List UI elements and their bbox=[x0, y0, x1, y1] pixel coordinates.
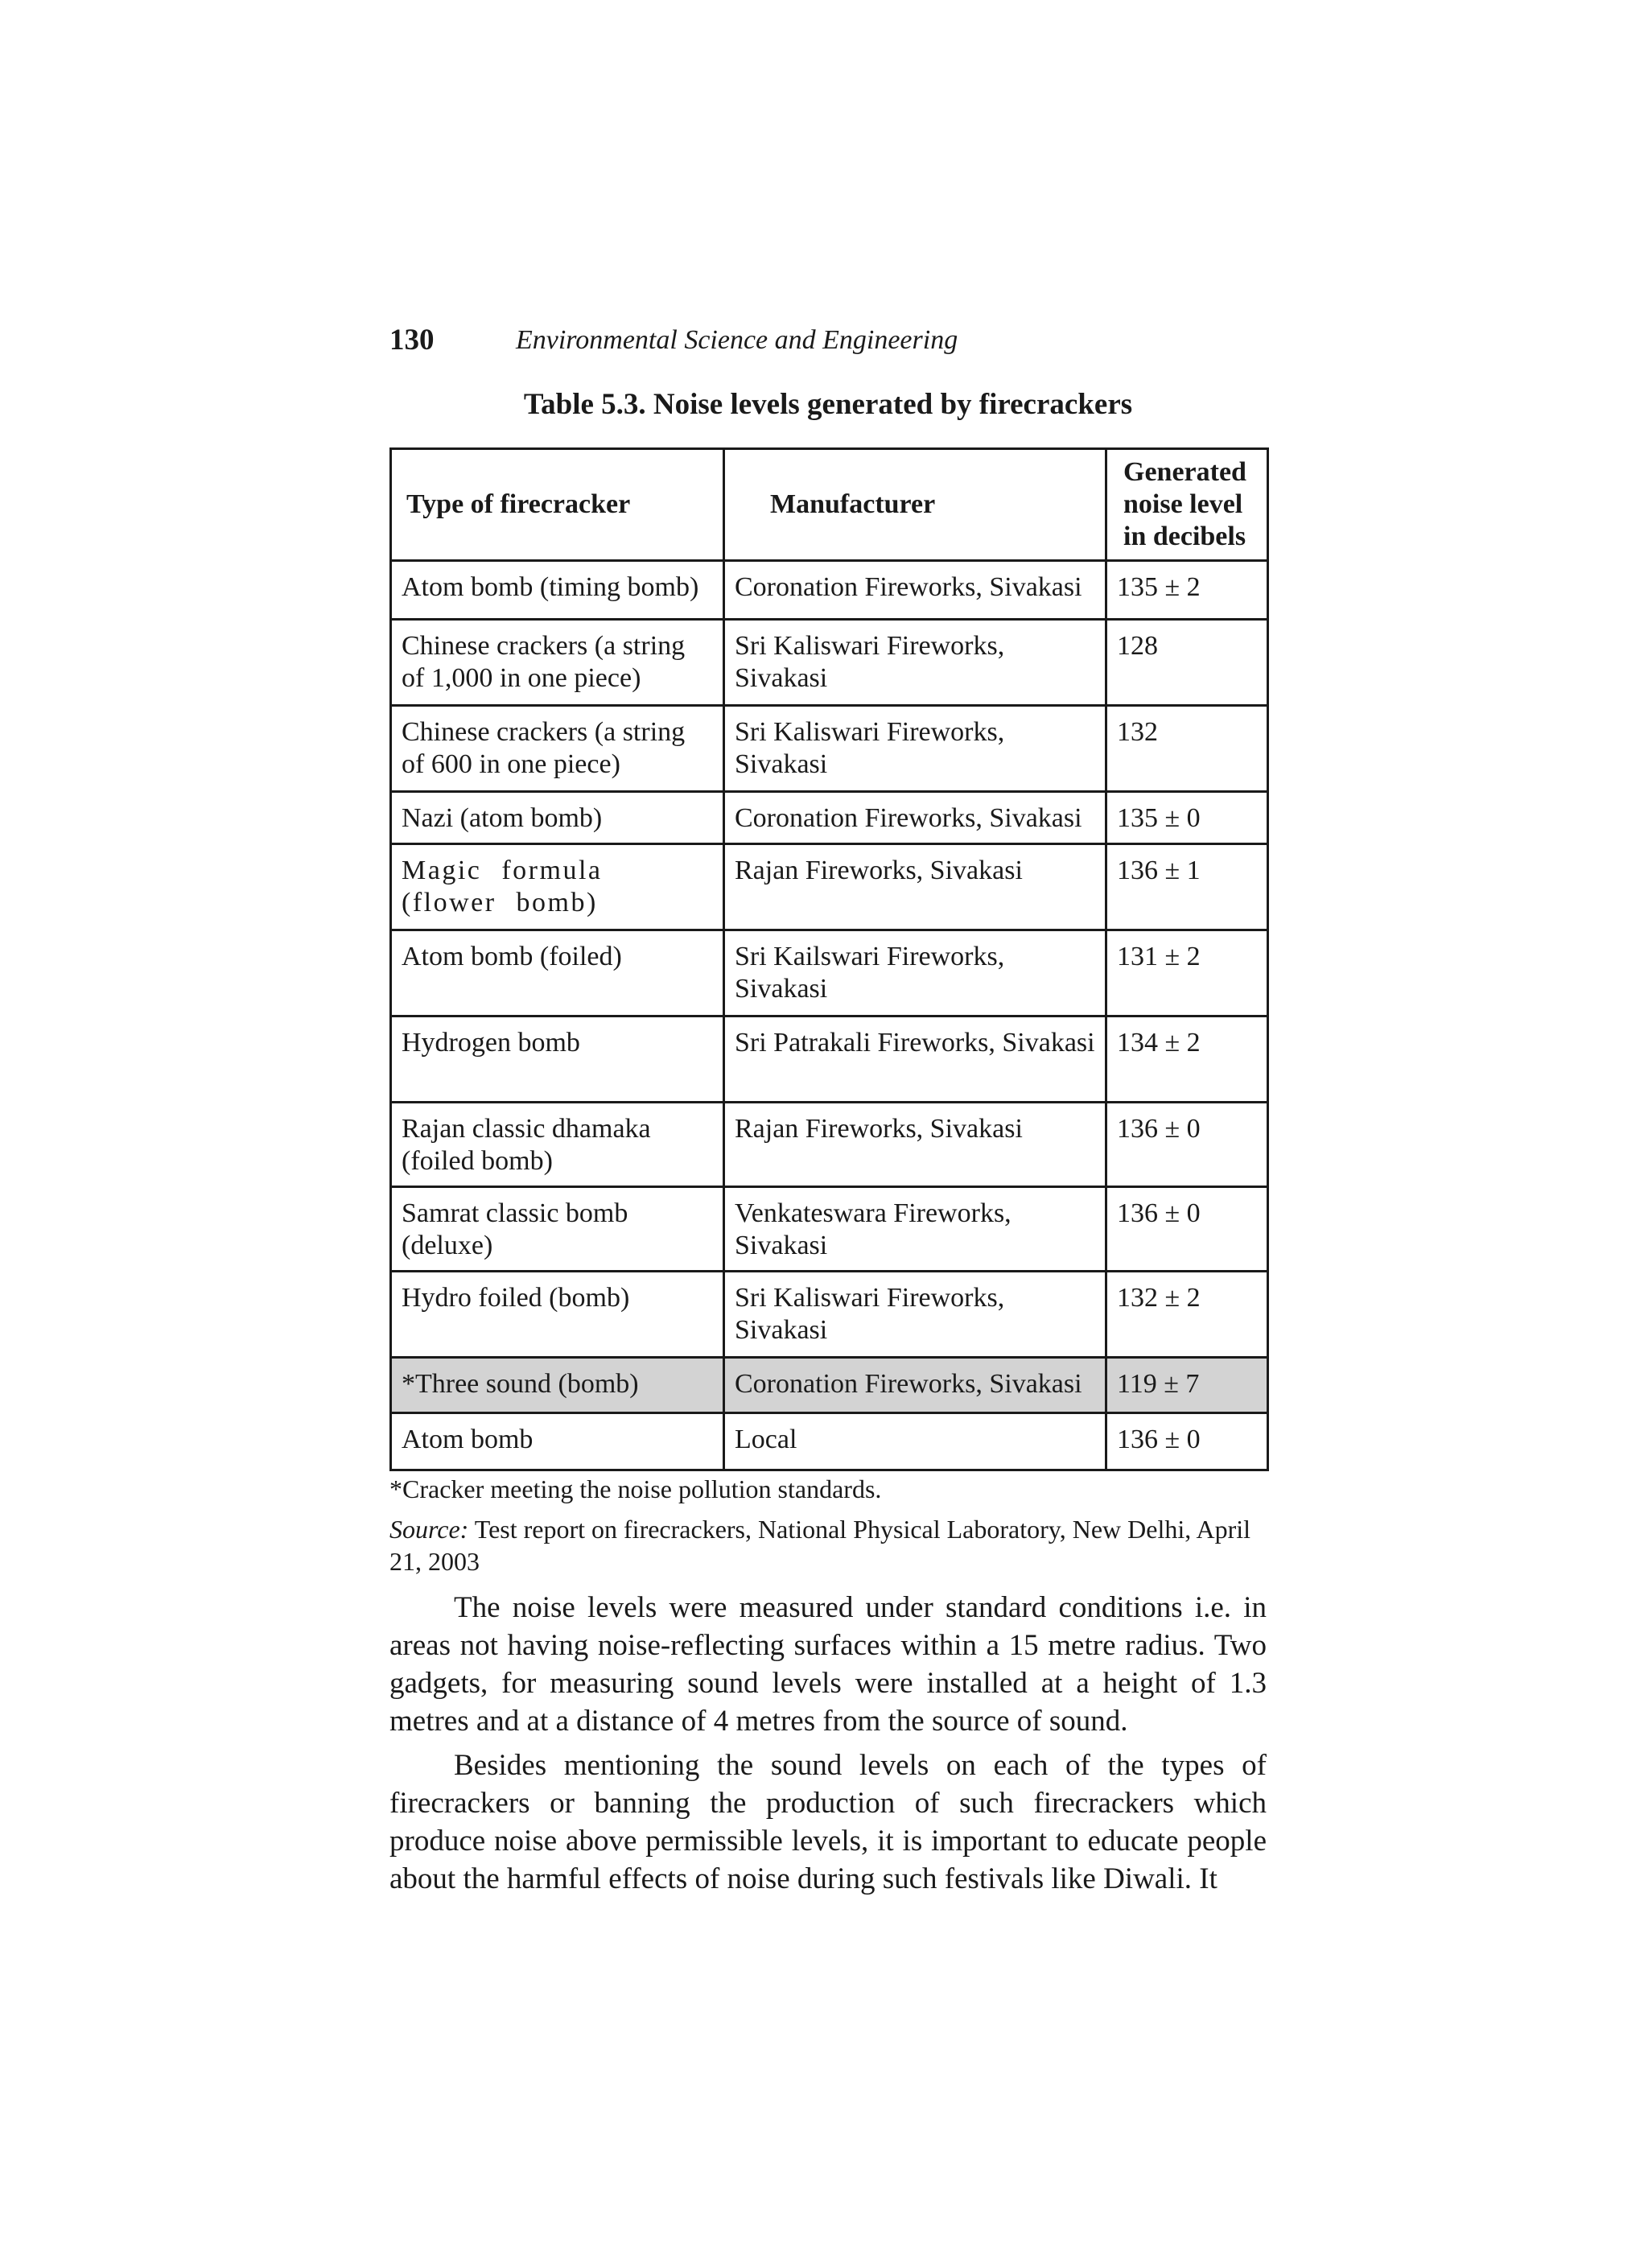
table-row bbox=[391, 1016, 1268, 1103]
table-row bbox=[391, 620, 1268, 706]
cell-type: *Three sound (bomb) bbox=[391, 1358, 724, 1413]
cell-manufacturer: Local bbox=[724, 1413, 1106, 1470]
table-row bbox=[391, 1187, 1268, 1272]
cell-type: Atom bomb (timing bomb) bbox=[391, 561, 724, 620]
table-row bbox=[391, 561, 1268, 620]
cell-manufacturer: Coronation Fireworks, Sivakasi bbox=[724, 792, 1106, 844]
running-head bbox=[389, 320, 1275, 361]
cell-manufacturer: Sri Kailswari Fireworks, Sivakasi bbox=[724, 930, 1106, 1016]
column-header-type: Type of firecracker bbox=[391, 449, 724, 561]
cell-manufacturer: Rajan Fireworks, Sivakasi bbox=[724, 844, 1106, 930]
source-label: Source: bbox=[389, 1515, 469, 1544]
cell-type: Hydro foiled (bomb) bbox=[391, 1272, 724, 1358]
cell-noise-level: 119 ± 7 bbox=[1106, 1358, 1268, 1413]
table-footnote: *Cracker meeting the noise pollution standards. bbox=[389, 1474, 882, 1503]
cell-noise-level: 135 ± 2 bbox=[1106, 561, 1268, 620]
table-row bbox=[391, 930, 1268, 1016]
body-paragraph: Besides mentioning the sound levels on each of the types of firecrackers or banning the production of such firecrackers which produce noise above permissible levels, it is important to educate people about the harmful effects of noise during such festivals like Diwali. It bbox=[389, 1749, 1267, 1895]
table-header-row bbox=[391, 449, 1268, 561]
table-row bbox=[391, 1413, 1268, 1470]
table-row bbox=[391, 792, 1268, 844]
cell-type: Chinese crackers (a string of 1,000 in one piece) bbox=[391, 620, 724, 706]
table-row bbox=[391, 844, 1268, 930]
cell-manufacturer: Venkateswara Fireworks, Sivakasi bbox=[724, 1187, 1106, 1272]
cell-noise-level: 132 bbox=[1106, 706, 1268, 792]
table-caption: Table 5.3. Noise levels generated by firecrackers bbox=[523, 388, 1133, 421]
cell-noise-level: 135 ± 0 bbox=[1106, 792, 1268, 844]
running-title: Environmental Science and Engineering bbox=[516, 325, 958, 355]
cell-noise-level: 131 ± 2 bbox=[1106, 930, 1268, 1016]
cell-noise-level: 136 ± 0 bbox=[1106, 1103, 1268, 1187]
table-row bbox=[391, 1272, 1268, 1358]
cell-manufacturer: Sri Patrakali Fireworks, Sivakasi bbox=[724, 1016, 1106, 1103]
cell-manufacturer: Sri Kaliswari Fireworks, Sivakasi bbox=[724, 1272, 1106, 1358]
cell-noise-level: 136 ± 1 bbox=[1106, 844, 1268, 930]
column-header-manufacturer: Manufacturer bbox=[724, 449, 1106, 561]
column-header-noise-level: Generated noise level in decibels bbox=[1106, 449, 1268, 561]
table-source bbox=[389, 1513, 1267, 1577]
cell-manufacturer: Sri Kaliswari Fireworks, Sivakasi bbox=[724, 706, 1106, 792]
cell-manufacturer: Coronation Fireworks, Sivakasi bbox=[724, 1358, 1106, 1413]
cell-noise-level: 128 bbox=[1106, 620, 1268, 706]
table-row-highlighted bbox=[391, 1358, 1268, 1413]
cell-noise-level: 134 ± 2 bbox=[1106, 1016, 1268, 1103]
noise-levels-table bbox=[389, 447, 1269, 1471]
cell-type: Hydrogen bomb bbox=[391, 1016, 724, 1103]
cell-type: Atom bomb bbox=[391, 1413, 724, 1470]
cell-noise-level: 136 ± 0 bbox=[1106, 1413, 1268, 1470]
cell-type: Nazi (atom bomb) bbox=[391, 792, 724, 844]
cell-manufacturer: Rajan Fireworks, Sivakasi bbox=[724, 1103, 1106, 1187]
cell-manufacturer: Sri Kaliswari Fireworks, Sivakasi bbox=[724, 620, 1106, 706]
source-text: Test report on firecrackers, National Physical Laboratory, New Delhi, April 21, 2003 bbox=[389, 1515, 1250, 1576]
cell-type: Chinese crackers (a string of 600 in one piece) bbox=[391, 706, 724, 792]
table-row bbox=[391, 1103, 1268, 1187]
cell-type: Samrat classic bomb (deluxe) bbox=[391, 1187, 724, 1272]
cell-noise-level: 132 ± 2 bbox=[1106, 1272, 1268, 1358]
table-row bbox=[391, 706, 1268, 792]
cell-type: Atom bomb (foiled) bbox=[391, 930, 724, 1016]
cell-manufacturer: Coronation Fireworks, Sivakasi bbox=[724, 561, 1106, 620]
cell-type: Magic formula (flower bomb) bbox=[391, 844, 724, 930]
body-paragraph: The noise levels were measured under standard conditions i.e. in areas not having noise-reflecting surfaces within a 15 metre radius. Two gadgets, for measuring sound levels were installed at a height of 1.3 metres and at a distance of 4 metres from the source of sound. bbox=[389, 1591, 1267, 1738]
cell-type: Rajan classic dhamaka (foiled bomb) bbox=[391, 1103, 724, 1187]
page-number: 130 bbox=[389, 324, 435, 357]
cell-noise-level: 136 ± 0 bbox=[1106, 1187, 1268, 1272]
